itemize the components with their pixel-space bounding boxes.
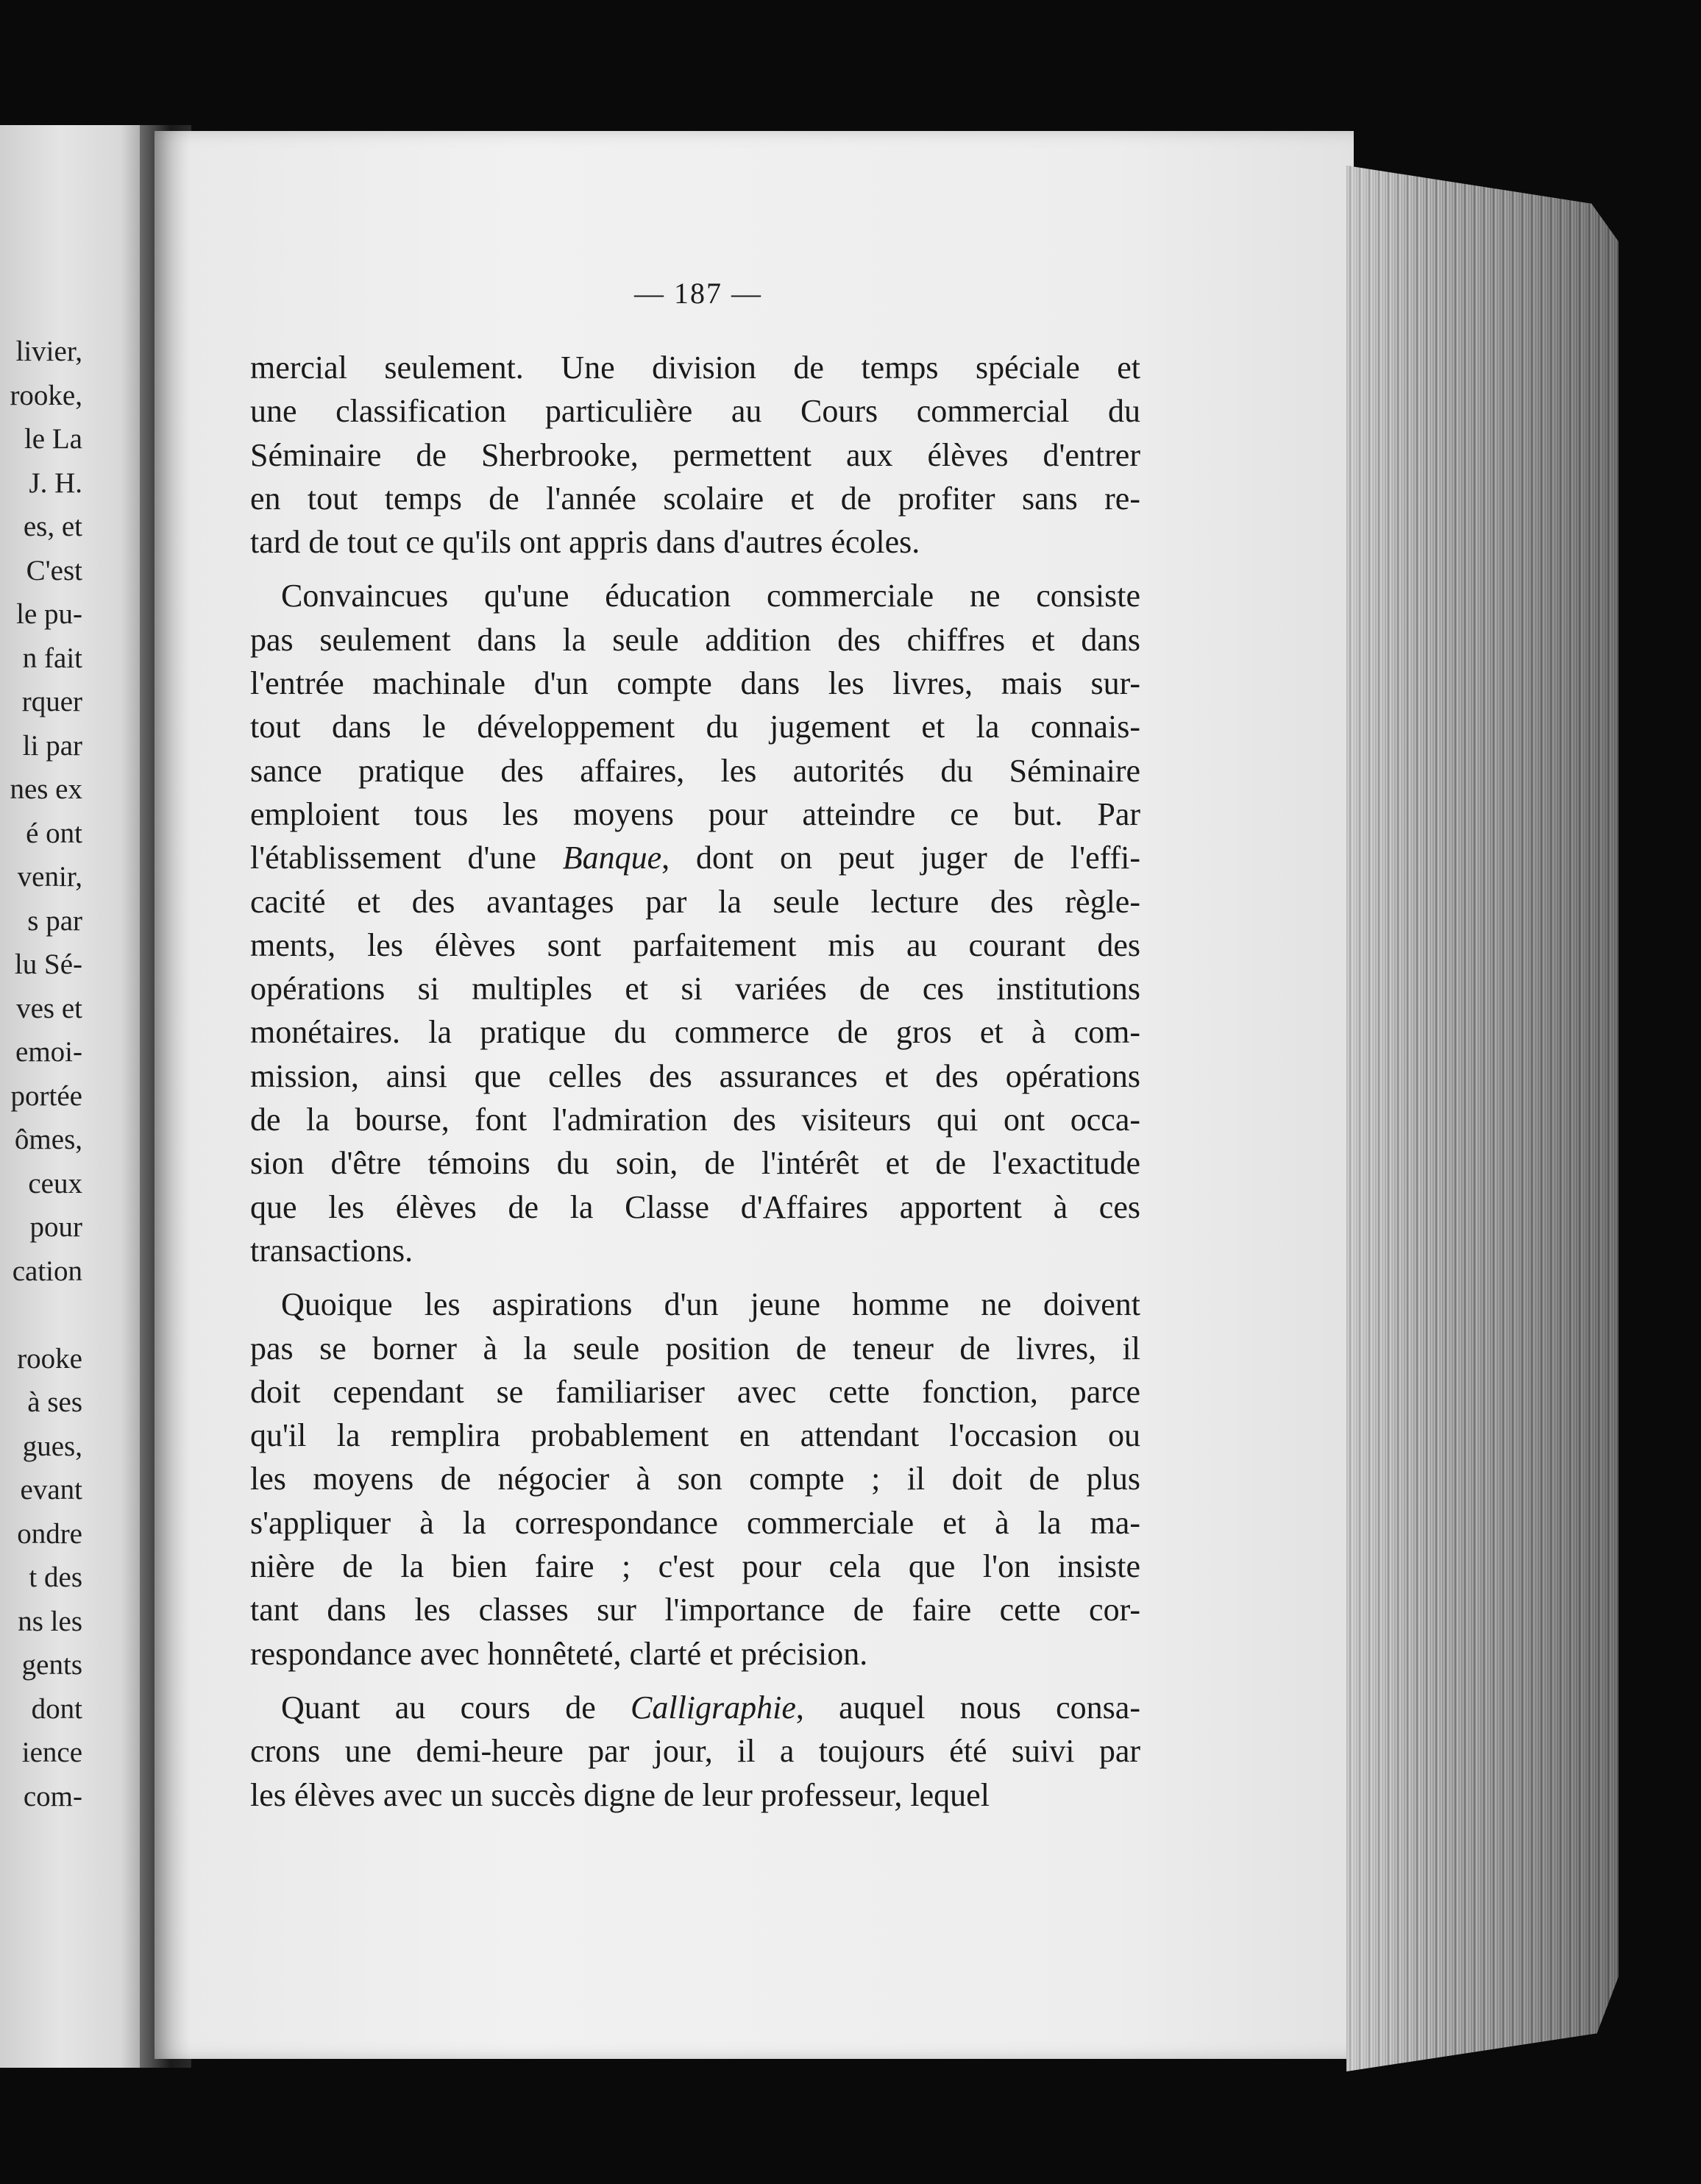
text-line: s'appliquer à la correspondance commerciale et à la ma-: [250, 1504, 1140, 1541]
text-line: ments, les élèves sont parfaitement mis au courant des: [250, 926, 1140, 963]
text-line: mission, ainsi que celles des assurances et des opérations: [250, 1057, 1140, 1094]
previous-page-line: evant: [20, 1474, 82, 1506]
previous-page-line: ceux: [28, 1167, 82, 1199]
previous-page-line: gents: [21, 1649, 82, 1681]
previous-page-line: le La: [24, 423, 82, 455]
previous-page-line: es, et: [23, 511, 82, 542]
previous-page-line: ves et: [16, 992, 82, 1024]
previous-page-line: cation: [12, 1255, 82, 1287]
previous-page-line: venir,: [17, 861, 82, 893]
text-line: emploient tous les moyens pour atteindre ce but. Par: [250, 795, 1140, 832]
text-line: de la bourse, font l'admiration des visiteurs qui ont occa-: [250, 1102, 1140, 1138]
previous-page-line: J. H.: [29, 467, 82, 499]
previous-page-line: n fait: [22, 642, 82, 674]
previous-page-line: lu Sé-: [14, 949, 82, 980]
previous-page-fragment: [0, 125, 151, 2068]
previous-page-line: emoi-: [15, 1036, 82, 1068]
previous-page-line: C'est: [26, 554, 82, 586]
text-line: pas seulement dans la seule addition des chiffres et dans: [250, 621, 1140, 658]
text-line: les moyens de négocier à son compte ; il doit de plus: [250, 1461, 1140, 1497]
text-line: Quant au cours de Calligraphie, auquel nous consa-: [281, 1689, 1140, 1726]
previous-page-line: le pu-: [16, 598, 82, 630]
page-block-shading: [1346, 166, 1619, 2071]
text-line: Quoique les aspirations d'un jeune homme ne doivent: [281, 1286, 1140, 1323]
previous-page-line: ondre: [17, 1517, 82, 1550]
previous-page-line: ience: [21, 1737, 82, 1768]
text-line: que les élèves de la Classe d'Affaires apportent à ces: [250, 1188, 1140, 1225]
text-line: Séminaire de Sherbrooke, permettent aux élèves d'entrer: [250, 436, 1140, 473]
previous-page-line: com-: [23, 1780, 82, 1812]
text-line: opérations si multiples et si variées de ces institutions: [250, 971, 1140, 1007]
text-line: cacité et des avantages par la seule lecture des règle-: [250, 883, 1140, 920]
text-line: en tout temps de l'année scolaire et de profiter sans re-: [250, 480, 1140, 517]
text-line: nière de la bien faire ; c'est pour cela que l'on insiste: [250, 1548, 1140, 1585]
text-line: tard de tout ce qu'ils ont appris dans d'autres écoles.: [250, 524, 920, 561]
text-line: mercial seulement. Une division de temps spéciale et: [250, 350, 1140, 386]
previous-page-text: [0, 330, 82, 1818]
text-line: l'établissement d'une Banque, dont on peut juger de l'effi-: [250, 840, 1140, 876]
previous-page-line: li par: [22, 729, 82, 762]
text-line: transactions.: [250, 1232, 413, 1269]
previous-page-line: rquer: [21, 686, 82, 717]
previous-page-line: ns les: [18, 1605, 82, 1637]
previous-page-line: dont: [31, 1692, 82, 1725]
paragraph: [250, 1686, 1140, 1817]
text-line: l'entrée machinale d'un compte dans les livres, mais sur-: [250, 665, 1140, 702]
previous-page-line: livier,: [15, 336, 82, 367]
text-line: monétaires. la pratique du commerce de gros et à com-: [250, 1014, 1140, 1051]
text-line: respondance avec honnêteté, clarté et précision.: [250, 1635, 868, 1672]
text-line: tout dans le développement du jugement et la connais-: [250, 709, 1140, 745]
paragraph: [250, 574, 1140, 1272]
italic-term: Banque: [562, 840, 662, 876]
previous-page-line: rooke,: [10, 379, 82, 411]
text-line: sance pratique des affaires, les autorités du Séminaire: [250, 752, 1140, 789]
text-line: sion d'être témoins du soin, de l'intérêt et de l'exactitude: [250, 1145, 1140, 1182]
paragraph: [250, 346, 1140, 564]
previous-page-line: s par: [27, 904, 82, 937]
text-line: pas se borner à la seule position de teneur de livres, il: [250, 1330, 1140, 1366]
page-number: — 187 —: [634, 277, 762, 310]
previous-page-line: é ont: [26, 817, 82, 849]
text-line: Convaincues qu'une éducation commerciale ne consiste: [281, 578, 1140, 614]
previous-page-line: gues,: [22, 1430, 82, 1462]
text-line: une classification particulière au Cours commercial du: [250, 393, 1140, 430]
text-line: doit cependant se familiariser avec cette fonction, parce: [250, 1373, 1140, 1410]
previous-page-line: portée: [10, 1079, 82, 1112]
text-line: les élèves avec un succès digne de leur professeur, lequel: [250, 1776, 990, 1813]
previous-page-line: [0, 1293, 82, 1337]
paragraph: [250, 1283, 1140, 1676]
previous-page-line: pour: [29, 1211, 82, 1243]
italic-term: Calligraphie: [631, 1689, 796, 1726]
previous-page-line: ômes,: [14, 1124, 82, 1155]
text-line: qu'il la remplira probablement en attendant l'occasion ou: [250, 1417, 1140, 1454]
previous-page-line: à ses: [27, 1386, 82, 1418]
previous-page-line: nes ex: [10, 773, 82, 805]
previous-page-line: t des: [29, 1561, 82, 1593]
text-line: tant dans les classes sur l'importance de faire cette cor-: [250, 1592, 1140, 1628]
text-line: crons une demi-heure par jour, il a toujours été suivi par: [250, 1733, 1140, 1770]
previous-page-line: rooke: [17, 1342, 82, 1375]
page-body-text: [250, 346, 1140, 1827]
